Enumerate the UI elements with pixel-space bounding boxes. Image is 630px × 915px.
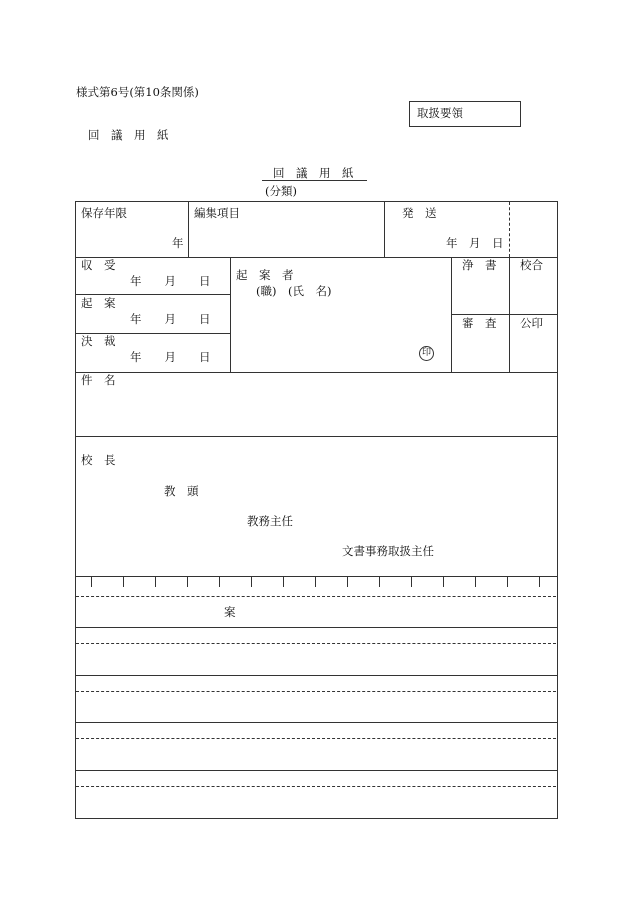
tick-mark	[91, 576, 92, 587]
tick-mark	[539, 576, 540, 587]
tick-mark	[475, 576, 476, 587]
handling-guidelines-box	[409, 101, 521, 127]
form-number: 様式第6号(第10条関係)	[76, 85, 199, 99]
official-seal-label: 公印	[520, 316, 543, 330]
drafter-title-name: (職) (氏 名)	[256, 284, 332, 298]
drafted-label: 起 案	[81, 296, 116, 310]
classification-label: (分類)	[265, 184, 297, 198]
tick-mark	[411, 576, 412, 587]
form-title: 回 議 用 紙	[273, 166, 354, 180]
retention-year-unit: 年	[172, 236, 184, 250]
writing-guide-line	[76, 738, 556, 739]
vice-principal-label: 教 頭	[164, 484, 199, 498]
clean-copy-label: 浄 書	[462, 258, 497, 272]
row-divider	[75, 436, 557, 437]
approved-date: 年 月 日	[130, 350, 211, 364]
drafter-label: 起 案 者	[236, 268, 294, 282]
row-divider	[75, 576, 557, 577]
column-divider	[509, 257, 510, 373]
tick-mark	[219, 576, 220, 587]
edit-items-label: 編集項目	[194, 206, 240, 220]
handling-guidelines-label: 取扱要領	[417, 106, 463, 120]
tick-mark	[251, 576, 252, 587]
writing-guide-line	[76, 596, 556, 597]
column-divider	[230, 257, 231, 373]
writing-guide-line	[76, 691, 556, 692]
tick-mark	[443, 576, 444, 587]
row-divider	[75, 770, 557, 771]
row-divider	[75, 627, 557, 628]
seal-mark: 印	[419, 346, 434, 361]
dispatch-date: 年 月 日	[446, 236, 504, 250]
dispatch-label: 発 送	[402, 206, 437, 220]
academic-head-label: 教務主任	[247, 514, 293, 528]
tick-mark	[155, 576, 156, 587]
writing-guide-line	[76, 786, 556, 787]
principal-label: 校 長	[81, 453, 116, 467]
draft-label: 案	[224, 605, 236, 619]
subject-label: 件 名	[81, 373, 116, 387]
drafted-date: 年 月 日	[130, 312, 211, 326]
tick-mark	[123, 576, 124, 587]
retention-period-label: 保存年限	[81, 206, 127, 220]
tick-mark	[347, 576, 348, 587]
proofread-label: 校合	[520, 258, 543, 272]
records-head-label: 文書事務取扱主任	[342, 544, 434, 558]
tick-mark	[315, 576, 316, 587]
tick-mark	[379, 576, 380, 587]
title-underline	[262, 180, 367, 181]
writing-guide-line	[76, 643, 556, 644]
received-label: 収 受	[81, 258, 116, 272]
row-divider	[75, 722, 557, 723]
row-divider	[75, 372, 557, 373]
column-divider-dashed	[509, 202, 510, 257]
row-divider	[75, 294, 230, 295]
column-divider	[384, 201, 385, 258]
row-divider	[451, 314, 557, 315]
approved-label: 決 裁	[81, 334, 116, 348]
tick-mark	[507, 576, 508, 587]
received-date: 年 月 日	[130, 274, 211, 288]
tick-mark	[283, 576, 284, 587]
review-label: 審 査	[462, 316, 497, 330]
column-divider	[188, 201, 189, 258]
column-divider	[451, 257, 452, 373]
tick-mark	[187, 576, 188, 587]
row-divider	[75, 675, 557, 676]
document-name: 回 議 用 紙	[88, 128, 169, 142]
